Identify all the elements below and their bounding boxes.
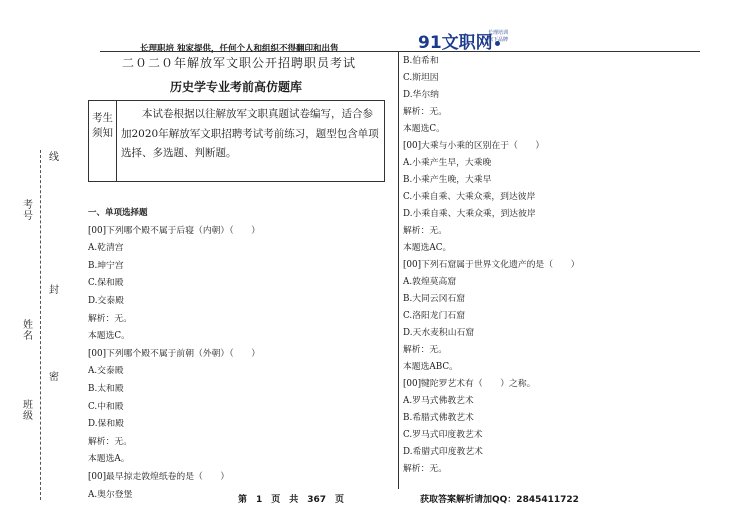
question-line: C.保和殿 bbox=[88, 278, 124, 289]
question-line: C.斯坦因 bbox=[403, 73, 439, 83]
binding-dashed-line bbox=[40, 150, 41, 500]
question-line: D.保和殿 bbox=[88, 419, 124, 430]
question-line: D.小乘自乘、大乘众乘，到达彼岸 bbox=[403, 209, 536, 219]
question-line: B.伯希和 bbox=[403, 56, 439, 66]
question-line: 解析：无。 bbox=[403, 226, 447, 236]
question-line: A.乾清宫 bbox=[88, 243, 124, 254]
question-line: C.小乘自乘、大乘众乘，到达彼岸 bbox=[403, 192, 536, 202]
question-line: 本题选AC。 bbox=[403, 243, 452, 253]
question-line: A.敦煌莫高窟 bbox=[403, 277, 457, 287]
header-rule bbox=[100, 51, 700, 52]
question-line: A.奥尔登堡 bbox=[88, 489, 133, 500]
column-divider bbox=[398, 52, 399, 489]
question-line: D.天水麦积山石窟 bbox=[403, 328, 475, 338]
section-heading: 一、单项选择题 bbox=[88, 208, 148, 218]
contact-info: 获取答案解析请加QQ：2845411722 bbox=[420, 495, 579, 505]
question-line: 解析：无。 bbox=[403, 464, 447, 474]
question-line: 解析：无。 bbox=[403, 345, 447, 355]
question-line: B.大同云冈石窟 bbox=[403, 294, 466, 304]
exam-subtitle: 历史学专业考前高仿题库 bbox=[170, 80, 303, 94]
question-line: [00]下列哪个殿不属于前朝（外朝）（ ） bbox=[88, 348, 261, 359]
question-line: [00]最早掠走敦煌纸卷的是（ ） bbox=[88, 472, 230, 482]
binding-mark-secret: 密 bbox=[49, 372, 59, 383]
question-line: D.希腊式印度教艺术 bbox=[403, 447, 483, 457]
question-line: 解析：无。 bbox=[88, 313, 132, 324]
question-line: 解析：无。 bbox=[88, 436, 132, 447]
notice-text: 本试卷根据以往解放军文职真题试卷编写，适合参加2020年解放军文职招聘考试考前练习，题型包含单项选择、多选题、判断题。 bbox=[121, 108, 379, 159]
question-line: C.中和殿 bbox=[88, 401, 124, 412]
question-line: D.交泰殿 bbox=[88, 296, 124, 306]
question-line: A.交泰殿 bbox=[88, 366, 124, 377]
question-line: [00]下列哪个殿不属于后寝（内朝）（ ） bbox=[88, 225, 261, 236]
binding-mark-seal: 封 bbox=[49, 285, 59, 296]
exam-title: 二０二０年解放军文职公开招聘职员考试 bbox=[122, 56, 357, 70]
notice-box bbox=[88, 100, 385, 182]
binding-mark-line: 线 bbox=[49, 152, 59, 163]
question-line: A.小乘产生早，大乘晚 bbox=[403, 158, 492, 168]
question-line: B.小乘产生晚，大乘早 bbox=[403, 175, 492, 185]
logo-text: 91文职网 bbox=[418, 33, 493, 53]
page-number: 第 1 页 共 367 页 bbox=[238, 495, 345, 505]
binding-label-class: 班级 bbox=[23, 400, 33, 422]
question-line: 本题选A。 bbox=[88, 454, 130, 465]
question-line: 本题选C。 bbox=[88, 331, 130, 342]
question-line: B.希腊式佛教艺术 bbox=[403, 413, 474, 423]
question-line: D.华尔纳 bbox=[403, 90, 439, 100]
question-line: A.罗马式佛教艺术 bbox=[403, 396, 474, 406]
question-line: B.太和殿 bbox=[88, 384, 124, 394]
question-line: 本题选C。 bbox=[403, 124, 445, 134]
header-note: 长理职培 独家提供，任何个人和组织不得翻印和出售 bbox=[140, 44, 339, 54]
question-line: C.罗马式印度教艺术 bbox=[403, 430, 483, 440]
notice-label: 考生须知 bbox=[89, 101, 117, 181]
binding-label-name: 姓名 bbox=[23, 320, 33, 342]
logo-tagline: 长理培训 旗下品牌 bbox=[488, 30, 509, 43]
question-line: [00]大乘与小乘的区别在于（ ） bbox=[403, 141, 545, 151]
question-line: B.坤宁宫 bbox=[88, 260, 124, 271]
binding-label-exam-number: 考号 bbox=[23, 200, 33, 222]
question-line: 解析：无。 bbox=[403, 107, 447, 117]
question-line: C.洛阳龙门石窟 bbox=[403, 311, 465, 321]
question-line: [00]犍陀罗艺术有（ ）之称。 bbox=[403, 379, 536, 389]
question-line: [00]下列石窟属于世界文化遗产的是（ ） bbox=[403, 260, 580, 270]
question-line: 本题选ABC。 bbox=[403, 362, 458, 372]
